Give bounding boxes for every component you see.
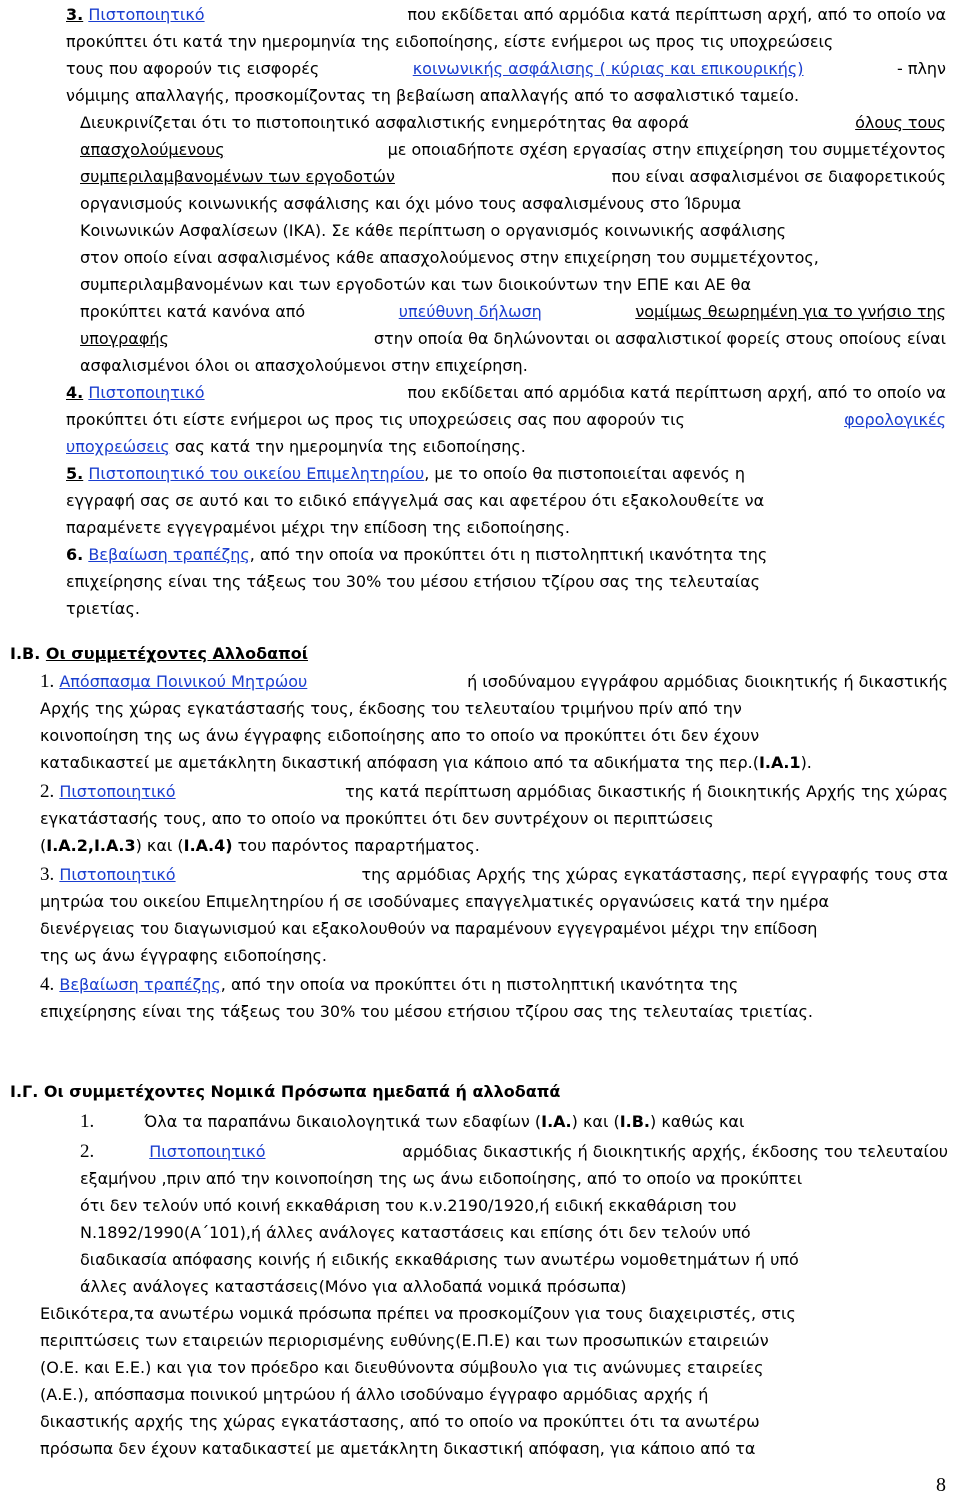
section-c-text-line: (Ο.Ε. και Ε.Ε.) και για τον πρόεδρο και διευθύνοντα σύμβουλο για τις ανώνυμες εταιρείες	[40, 1358, 764, 1377]
bank-certificate-link[interactable]: Βεβαίωση τραπέζης	[59, 975, 221, 994]
item-5-line-3: παραμένετε εγγεγραμένοι μέχρι την επίδοση της ειδοποίησης.	[66, 518, 570, 537]
certificate-link[interactable]: Πιστοποιητικό	[59, 782, 176, 801]
section-b-item-3-line-4: της ως άνω έγγραφης ειδοποίησης.	[40, 946, 327, 965]
item-3-line-10: στον οποίο είναι ασφαλισμένος κάθε απασχολούμενος στην επιχείρηση του συμμετέχοντος,	[80, 248, 819, 267]
section-b-item-3-line-2: μητρώα του οικείου Επιμελητηρίου ή σε ισοδύναμες επαγγελματικές οργανώσεις κατά την ημέρα	[40, 892, 829, 911]
tax-obligations-link[interactable]: φορολογικές	[844, 410, 946, 429]
item-3-line-5: Διευκρινίζεται ότι το πιστοποιητικό ασφαλιστικής ενημερότητας θα αφορά όλους τους	[80, 113, 946, 132]
item-4-line-3: υποχρεώσεις σας κατά την ημερομηνία της ειδοποίησης.	[66, 437, 526, 456]
section-b-item-1-line-4: καταδικαστεί με αμετάκλητη δικαστική απόφαση για κάποιο από τα αδικήματα της περ.(Ι.Α.1).	[40, 753, 812, 772]
bank-certificate-link[interactable]: Βεβαίωση τραπέζης	[88, 545, 250, 564]
section-c-item-2-line-6: άλλες ανάλογες καταστάσεις(Μόνο για αλλοδαπά νομικά πρόσωπα)	[80, 1277, 627, 1296]
section-c-text-line: (Α.Ε.), απόσπασμα ποινικού μητρώου ή άλλο ισοδύναμο έγγραφο αρμόδιας αρχής ή	[40, 1385, 709, 1404]
item-number: 6.	[66, 545, 84, 564]
section-c-item-1: 1. Όλα τα παραπάνω δικαιολογητικά των εδαφίων (Ι.Α.) και (Ι.Β.) καθώς και	[80, 1111, 745, 1132]
certificate-link[interactable]: Πιστοποιητικό	[88, 5, 205, 24]
solemn-declaration-link[interactable]: υπεύθυνη δήλωση	[398, 302, 542, 321]
item-4-line-2: προκύπτει ότι είστε ενήμεροι ως προς τις υποχρεώσεις σας που αφορούν τις φορολογικές	[66, 408, 946, 432]
item-3-line-1: 3. Πιστοποιητικό που εκδίδεται από αρμόδια κατά περίπτωση αρχή, από το οποίο να	[66, 5, 946, 24]
certificate-link[interactable]: Πιστοποιητικό	[59, 865, 176, 884]
item-3-line-13: υπογραφής στην οποία θα δηλώνονται οι ασφαλιστικοί φορείς στους οποίους είναι	[80, 329, 946, 348]
criminal-record-link[interactable]: Απόσπασμα Ποινικού Μητρώου	[59, 672, 308, 691]
item-3-line-9: Κοινωνικών Ασφαλίσεων (ΙΚΑ). Σε κάθε περίπτωση ο οργανισμός κοινωνικής ασφάλισης	[80, 221, 787, 240]
section-c-text-line: δικαστικής αρχής της χώρας εγκατάστασης, από το οποίο να προκύπτει ότι τα ανωτέρω	[40, 1412, 760, 1431]
section-c-text-line: Ειδικότερα,τα ανωτέρω νομικά πρόσωπα πρέπει να προσκομίζουν για τους διαχειριστές, στις	[40, 1304, 796, 1323]
item-3-line-14: ασφαλισμένοι όλοι οι απασχολούμενοι στην επιχείρηση.	[80, 356, 528, 375]
section-b-item-2-line-2: εγκατάστασής τους, απο το οποίο να προκύπτει ότι δεν συντρέχουν οι περιπτώσεις	[40, 809, 714, 828]
certificate-link[interactable]: Πιστοποιητικό	[149, 1142, 266, 1161]
item-number: 3.	[66, 5, 84, 24]
section-b-item-1-line-3: κοινοποίηση της ως άνω έγγραφης ειδοποίησης απο το οποίο να προκύπτει ότι δεν έχουν	[40, 726, 760, 745]
item-6-line-2: επιχείρησης είναι της τάξεως του 30% του μέσου ετήσιου τζίρου σας της τελευταίας	[66, 572, 761, 591]
section-b-item-2-line-1: 2. Πιστοποιητικό της κατά περίπτωση αρμόδιας δικαστικής ή διοικητικής Αρχής της χώρας	[40, 781, 948, 802]
section-b-heading: Ι.Β. Οι συμμετέχοντες Αλλοδαποί	[10, 644, 309, 663]
item-3-line-11: συμπεριλαμβανομένων και των εργοδοτών και των διοικούντων την ΕΠΕ και ΑΕ θα	[80, 275, 752, 294]
item-4-line-1: 4. Πιστοποιητικό που εκδίδεται από αρμόδια κατά περίπτωση αρχή, από το οποίο να	[66, 383, 946, 402]
section-c-item-2-line-5: διαδικασία απόφασης κοινής ή ειδικής εκκαθάρισης των ανωτέρω νομοθετημάτων ή υπό	[80, 1250, 799, 1269]
social-insurance-link[interactable]: κοινωνικής ασφάλισης ( κύριας και επικουρικής)	[412, 59, 804, 78]
section-b-item-3-line-3: διενέργειας του διαγωνισμού και εξακολουθούν να παραμένουν εγγεγραμένοι μέχρι την επίδοση	[40, 919, 818, 938]
item-3-line-6: απασχολούμενους με οποιαδήποτε σχέση εργασίας στην επιχείρηση του συμμετέχοντος	[80, 140, 946, 159]
item-number: 4.	[66, 383, 84, 402]
item-5-line-1: 5. Πιστοποιητικό του οικείου Επιμελητηρίου, με το οποίο θα πιστοποιείται αφενός η	[66, 464, 746, 483]
chamber-certificate-link[interactable]: Πιστοποιητικό του οικείου Επιμελητηρίου	[88, 464, 425, 483]
item-3-line-2: προκύπτει ότι κατά την ημερομηνία της ειδοποίησης, είστε ενήμεροι ως προς τις υποχρεώσεις	[66, 32, 834, 51]
section-b-item-1-line-1: 1. Απόσπασμα Ποινικού Μητρώου ή ισοδύναμου εγγράφου αρμόδιας διοικητικής ή δικαστικής	[40, 671, 948, 692]
section-b-item-2-line-3: (Ι.Α.2,Ι.Α.3) και (Ι.Α.4) του παρόντος παραρτήματος.	[40, 836, 480, 855]
section-c-item-2-line-2: εξαμήνου ,πριν από την κοινοποίηση της ως άνω ειδοποίησης, από το οποίο να προκύπτει	[80, 1169, 803, 1188]
section-c-text-line: περιπτώσεις των εταιρειών περιορισμένης ευθύνης(Ε.Π.Ε) και των προσωπικών εταιρειών	[40, 1331, 769, 1350]
item-5-line-2: εγγραφή σας σε αυτό και το ειδικό επάγγελμά σας και αφετέρου ότι εξακολουθείτε να	[66, 491, 765, 510]
section-b-item-4-line-1: 4. Βεβαίωση τραπέζης, από την οποία να προκύπτει ότι η πιστοληπτική ικανότητα της	[40, 974, 739, 995]
section-c-heading: Ι.Γ. Οι συμμετέχοντες Νομικά Πρόσωπα ημεδαπά ή αλλοδαπά	[10, 1082, 561, 1101]
item-6-line-1: 6. Βεβαίωση τραπέζης, από την οποία να προκύπτει ότι η πιστοληπτική ικανότητα της	[66, 545, 768, 564]
section-c-text-line: πρόσωπα δεν έχουν καταδικαστεί με αμετάκλητη δικαστική απόφαση, για κάποιο από τα	[40, 1439, 756, 1458]
item-3-line-3: τους που αφορούν τις εισφορές κοινωνικής ασφάλισης ( κύριας και επικουρικής) - πλην	[66, 57, 946, 81]
item-6-line-3: τριετίας.	[66, 599, 140, 618]
section-b-item-4-line-2: επιχείρησης είναι της τάξεως του 30% του μέσου ετήσιου τζίρου σας της τελευταίας τριετίας.	[40, 1002, 814, 1021]
section-b-item-1-line-2: Αρχής της χώρας εγκατάστασής τους, έκδοσης του τελευταίου τριμήνου πρίν από την	[40, 699, 742, 718]
page-number: 8	[936, 1474, 946, 1496]
item-3-line-8: οργανισμούς κοινωνικής ασφάλισης και όχι μόνο τους ασφαλισμένους στο Ίδρυμα	[80, 194, 742, 213]
item-3-line-7: συμπεριλαμβανομένων των εργοδοτών που είναι ασφαλισμένοι σε διαφορετικούς	[80, 167, 946, 186]
item-number: 5.	[66, 464, 84, 483]
certificate-link[interactable]: Πιστοποιητικό	[88, 383, 205, 402]
section-c-item-2-line-1: 2. Πιστοποιητικό αρμόδιας δικαστικής ή διοικητικής αρχής, έκδοσης του τελευταίου	[80, 1141, 948, 1162]
section-c-item-2-line-4: Ν.1892/1990(Α΄101),ή άλλες ανάλογες καταστάσεις και επίσης ότι δεν τελούν υπό	[80, 1223, 751, 1242]
section-c-item-2-line-3: ότι δεν τελούν υπό κοινή εκκαθάριση του κ.ν.2190/1920,ή ειδική εκκαθάριση του	[80, 1196, 737, 1215]
item-3-line-4: νόμιμης απαλλαγής, προσκομίζοντας τη βεβαίωση απαλλαγής από το ασφαλιστικό ταμείο.	[66, 86, 800, 105]
section-b-item-3-line-1: 3. Πιστοποιητικό της αρμόδιας Αρχής της χώρας εγκατάστασης, περί εγγραφής τους στα	[40, 864, 948, 885]
item-3-line-12: προκύπτει κατά κανόνα από υπεύθυνη δήλωση νομίμως θεωρημένη για το γνήσιο της	[80, 300, 946, 324]
